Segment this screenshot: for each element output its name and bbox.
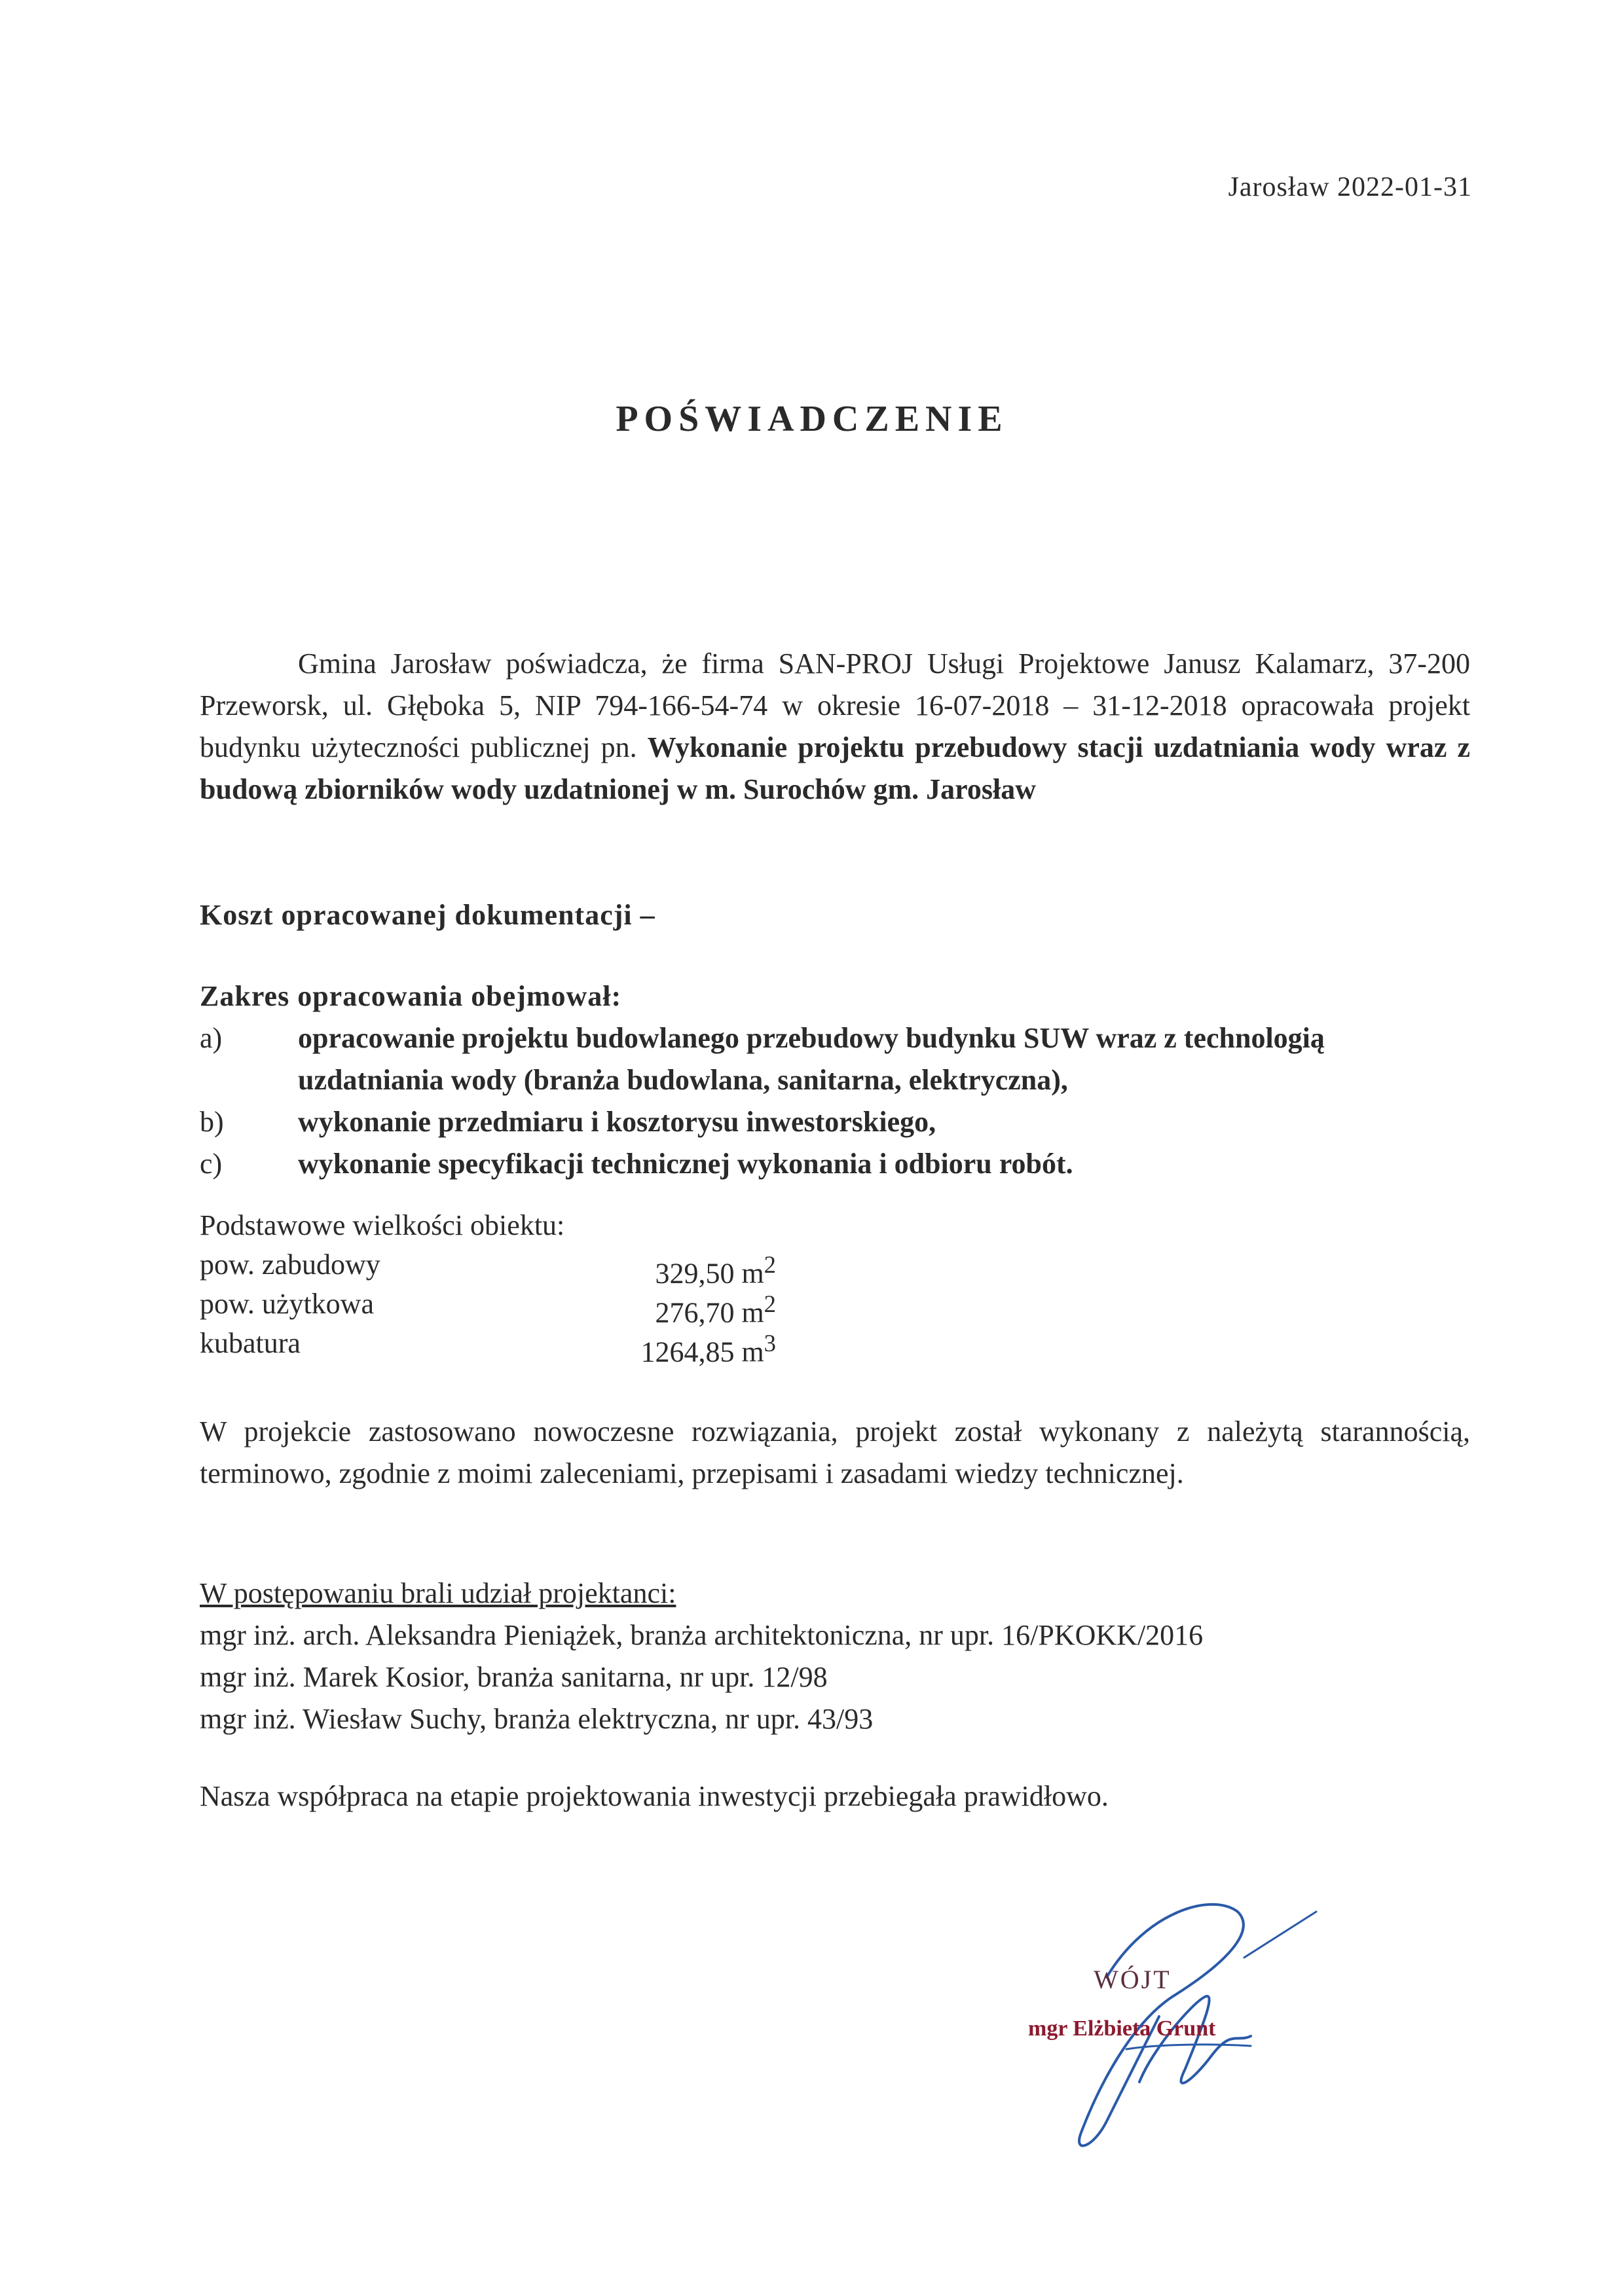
params-section	[200, 1206, 855, 1368]
intro-text: Gmina Jarosław poświadcza, że firma SAN-PROJ Usługi Projektowe Janusz Kalamarz, 37-200 Przeworsk, ul. Głęboka 5, NIP 794-166-54-74 w okresie 16-07-2018 – 31-12-2018 opracowała projekt budynku użyteczności publicznej pn.	[200, 647, 1470, 763]
designer-line: mgr inż. Marek Kosior, branża sanitarna, nr upr. 12/98	[200, 1661, 828, 1693]
param-value-number: 276,70 m	[655, 1296, 764, 1329]
closing-paragraph: W projekcie zastosowano nowoczesne rozwiązania, projekt został wykonany z należytą starannością, terminowo, zgodnie z moimi zaleceniami, przepisami i zasadami wiedzy technicznej.	[200, 1415, 1470, 1489]
scope-title: Zakres opracowania obejmował:	[200, 980, 622, 1012]
param-label: pow. użytkowa	[200, 1288, 374, 1320]
project-name: Wykonanie projektu przebudowy stacji uzdatniania wody wraz z budową zbiorników wody uzdatnionej w m. Surochów gm. Jarosław	[200, 731, 1470, 805]
param-row	[200, 1324, 855, 1368]
param-unit-exponent: 3	[764, 1330, 776, 1357]
designers-section	[200, 1573, 1470, 1740]
param-label: kubatura	[200, 1327, 301, 1359]
scope-item	[200, 1101, 1470, 1143]
params-title: Podstawowe wielkości obiektu:	[200, 1209, 565, 1241]
param-value	[553, 1245, 776, 1290]
scope-item-text: wykonanie przedmiaru i kosztorysu inwestorskiego,	[298, 1106, 936, 1138]
scope-item	[200, 1017, 1470, 1101]
scope-section	[200, 975, 1470, 1185]
scope-item-text: wykonanie specyfikacji technicznej wykonania i odbioru robót.	[298, 1148, 1073, 1180]
designer-line: mgr inż. Wiesław Suchy, branża elektryczna, nr upr. 43/93	[200, 1703, 874, 1735]
place-date: Jarosław 2022-01-31	[1228, 172, 1472, 202]
scope-item-text: opracowanie projektu budowlanego przebudowy budynku SUW wraz z technologią uzdatniania wody (branża budowlana, sanitarna, elektryczna),	[298, 1022, 1325, 1096]
param-unit-exponent: 2	[764, 1251, 776, 1278]
signature-stamp	[976, 1886, 1342, 2147]
param-value	[553, 1285, 776, 1329]
document-title: POŚWIADCZENIE	[616, 399, 1008, 439]
final-sentence: Nasza współpraca na etapie projektowania inwestycji przebiegała prawidłowo.	[200, 1780, 1109, 1812]
designers-title: W postępowaniu brali udział projektanci:	[200, 1577, 676, 1609]
designer-line: mgr inż. arch. Aleksandra Pieniążek, branża architektoniczna, nr upr. 16/PKOKK/2016	[200, 1619, 1204, 1651]
stamp-office: WÓJT	[1094, 1965, 1172, 1994]
param-label: pow. zabudowy	[200, 1248, 380, 1281]
param-unit-exponent: 2	[764, 1290, 776, 1317]
param-row	[200, 1245, 855, 1290]
scope-item	[200, 1143, 1470, 1185]
param-value-number: 329,50 m	[655, 1257, 764, 1290]
intro-paragraph	[200, 643, 1470, 811]
cost-line: Koszt opracowanej dokumentacji –	[200, 899, 655, 931]
param-value-number: 1264,85 m	[640, 1336, 764, 1368]
stamp-name: mgr Elżbieta Grunt	[1028, 2016, 1216, 2041]
scope-item-letter: b)	[200, 1106, 224, 1138]
scope-item-letter: a)	[200, 1022, 223, 1054]
scope-item-letter: c)	[200, 1148, 223, 1180]
param-row	[200, 1285, 855, 1329]
param-value	[553, 1324, 776, 1368]
